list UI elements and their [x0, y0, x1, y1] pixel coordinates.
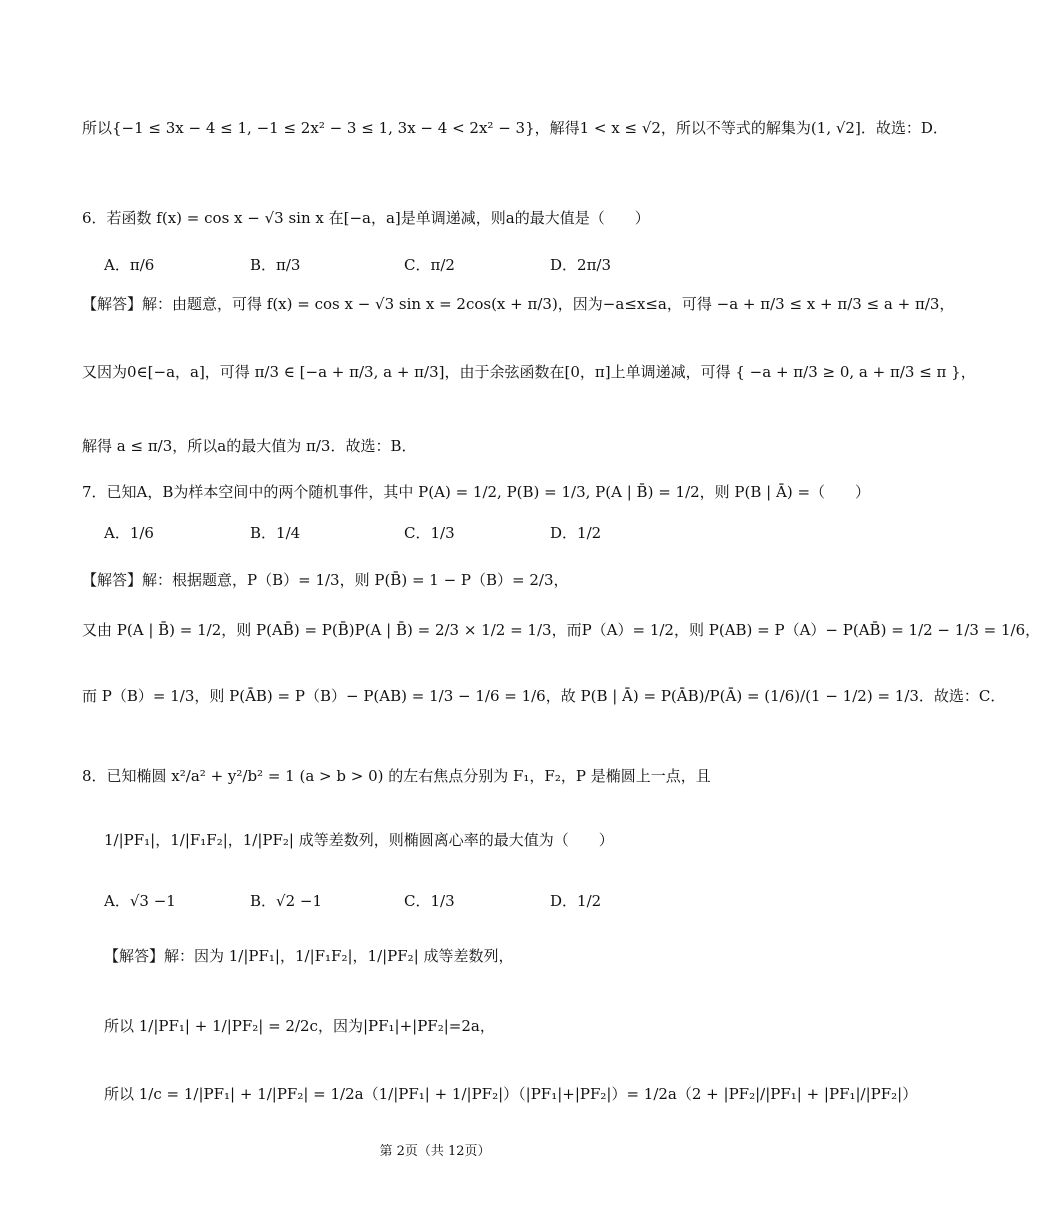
option-b-text: B．1/4: [250, 524, 301, 542]
question-7-text: 7．已知A，B为样本空间中的两个随机事件，其中 P(A) = 1/2, P(B) = 1/3, P(A | B̄) = 1/2，则 P(B | Ā) =（ ）: [82, 483, 871, 501]
answer-7-line-3: [82, 686, 1005, 707]
answer-7-line-1: [82, 570, 569, 591]
page-footer: [0, 1140, 870, 1159]
answer-8-line-2-text: 所以 1/|PF₁| + 1/|PF₂| = 2/2c，因为|PF₁|+|PF₂|=2a，: [104, 1017, 495, 1035]
question-7: [82, 482, 870, 503]
answer-8-line-3-text: 所以 1/c = 1/|PF₁| + 1/|PF₂| = 1/2a（1/|PF₁| + 1/|PF₂|）（|PF₁|+|PF₂|）= 1/2a（2 + |PF₂|/|PF₁| + |PF₁|/|PF₂|）: [104, 1085, 918, 1103]
answer-7-line-2: [82, 620, 1040, 641]
option-c-text: C．π/2: [404, 256, 455, 274]
answer-6-line-2-text: 又因为0∈[−a，a]，可得 π/3 ∈ [−a + π/3, a + π/3]，由于余弦函数在[0，π]上单调递减，可得 { −a + π/3 ≥ 0, a + π/3 ≤ π }，: [82, 363, 976, 381]
answer-7-line-3-text: 而 P（B）= 1/3，则 P(ĀB) = P（B）− P(AB) = 1/3 − 1/6 = 1/6，故 P(B | Ā) = P(ĀB)/P(Ā) = (1/6)/(1 − 1/2) = 1/3．故选：C．: [82, 687, 1006, 705]
option-d-text: D．1/2: [550, 524, 602, 542]
question-6: [82, 208, 650, 229]
option-c-text: C．1/3: [404, 524, 455, 542]
answer-6-line-3-text: 解得 a ≤ π/3，所以a的最大值为 π/3．故选：B．: [82, 437, 417, 455]
option-d: [550, 254, 611, 275]
option-b-text: B．π/3: [250, 256, 301, 274]
option-d-text: D．2π/3: [550, 256, 612, 274]
question-8-line-2-text: 1/|PF₁|，1/|F₁F₂|，1/|PF₂| 成等差数列，则椭圆离心率的最大值为（ ）: [104, 831, 614, 849]
option-d: [550, 890, 601, 911]
question-8-line-1-text: 8．已知椭圆 x²/a² + y²/b² = 1 (a > b > 0) 的左右焦点分别为 F₁，F₂，P 是椭圆上一点，且: [82, 767, 711, 785]
option-d: [550, 522, 601, 543]
option-a: [104, 254, 154, 275]
question-6-text: 6．若函数 f(x) = cos x − √3 sin x 在[−a，a]是单调递减，则a的最大值是（ ）: [82, 209, 650, 227]
option-c: [404, 890, 455, 911]
option-a: [104, 522, 154, 543]
option-a-text: A．π/6: [104, 256, 155, 274]
answer-8-line-1-text: 【解答】解：因为 1/|PF₁|，1/|F₁F₂|，1/|PF₂| 成等差数列，: [104, 947, 514, 965]
option-a-text: A．√3 −1: [104, 892, 176, 910]
question-8-line-1: [82, 766, 711, 787]
option-b-text: B．√2 −1: [250, 892, 323, 910]
answer-8-line-3: [104, 1084, 917, 1105]
page-number-text: 第 2页（共 12页）: [379, 1144, 491, 1159]
answer-7-line-2-text: 又由 P(A | B̄) = 1/2，则 P(AB̄) = P(B̄)P(A | B̄) = 2/3 × 1/2 = 1/3，而P（A）= 1/2，则 P(AB) = P（A）− P(AB̄) = 1/2 − 1/3 = 1/6，: [82, 621, 1040, 639]
option-a: [104, 890, 176, 911]
option-d-text: D．1/2: [550, 892, 602, 910]
option-b: [250, 522, 300, 543]
option-b: [250, 890, 322, 911]
option-c-text: C．1/3: [404, 892, 455, 910]
answer-6-line-1-text: 【解答】解：由题意，可得 f(x) = cos x − √3 sin x = 2cos(x + π/3)，因为−a≤x≤a，可得 −a + π/3 ≤ x + π/3 ≤ a + π/3，: [82, 295, 955, 313]
answer-8-line-1: [104, 946, 514, 967]
option-c: [404, 254, 455, 275]
answer-6-line-2: [82, 362, 976, 383]
option-c: [404, 522, 455, 543]
option-a-text: A．1/6: [104, 524, 154, 542]
text-line-1-content: 所以{−1 ≤ 3x − 4 ≤ 1, −1 ≤ 2x² − 3 ≤ 1, 3x − 4 < 2x² − 3}，解得1 < x ≤ √2，所以不等式的解集为(1, √2]．故选：D．: [82, 119, 948, 137]
answer-6-line-1: [82, 294, 954, 315]
option-b: [250, 254, 300, 275]
answer-7-line-1-text: 【解答】解：根据题意，P（B）= 1/3，则 P(B̄) = 1 − P（B）= 2/3，: [82, 571, 569, 589]
answer-8-line-2: [104, 1016, 495, 1037]
question-8-line-2: [104, 830, 614, 851]
text-line-1: [82, 118, 948, 139]
answer-6-line-3: [82, 436, 416, 457]
